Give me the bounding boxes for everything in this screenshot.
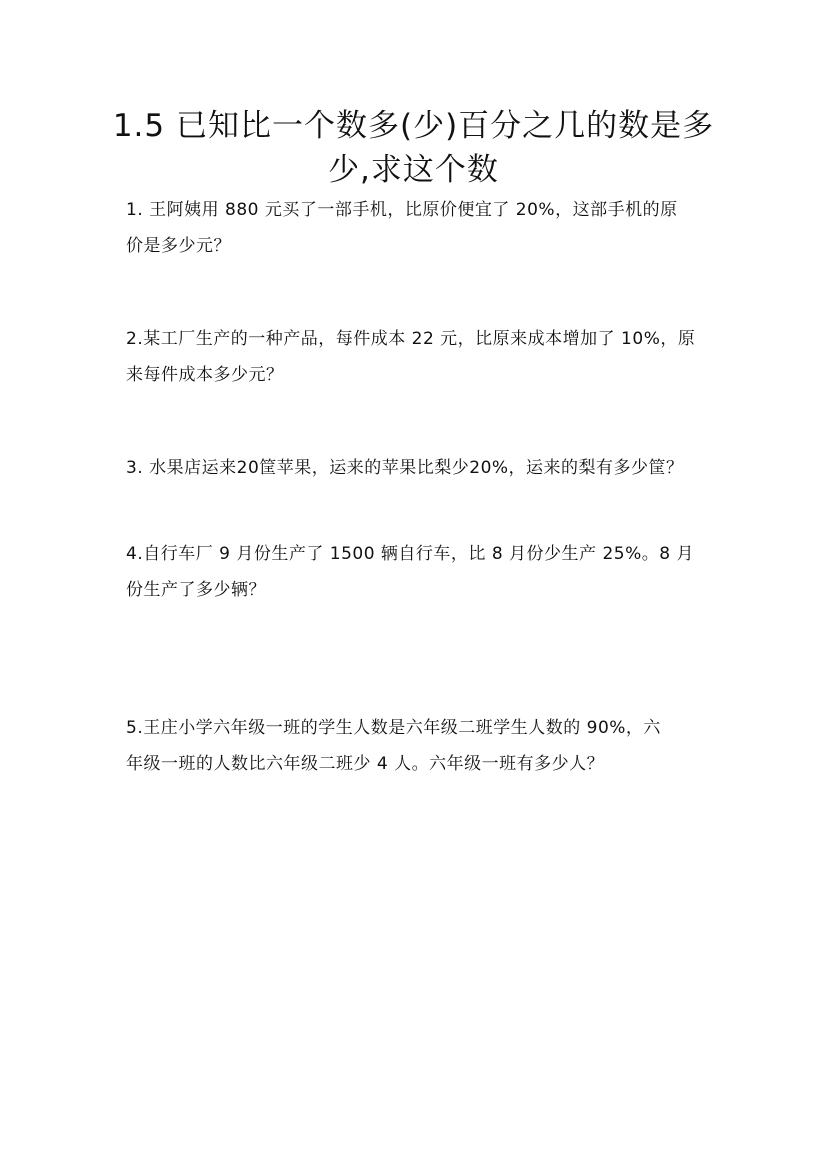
question-4 <box>126 536 706 608</box>
question-1 <box>126 192 706 264</box>
question-2-line-1: 2.某工厂生产的一种产品，每件成本 22 元，比原来成本增加了 10%，原 <box>126 329 696 349</box>
question-5 <box>126 710 706 782</box>
question-2 <box>126 321 706 393</box>
question-3 <box>126 450 706 486</box>
question-4-line-1: 4.自行车厂 9 月份生产了 1500 辆自行车，比 8 月份少生产 25%。8 月 <box>126 544 694 564</box>
question-4-line-2: 份生产了多少辆？ <box>126 580 266 600</box>
question-1-line-2: 价是多少元？ <box>126 236 231 256</box>
question-2-line-2: 来每件成本多少元？ <box>126 365 284 385</box>
question-1-line-1: 1. 王阿姨用 880 元买了一部手机，比原价便宜了 20%，这部手机的原 <box>126 200 678 220</box>
title-line-2: 少,求这个数 <box>328 152 499 188</box>
question-3-line-1: 3. 水果店运来20筐苹果，运来的苹果比梨少20%，运来的梨有多少筐？ <box>126 458 684 478</box>
worksheet-title <box>110 104 717 192</box>
question-5-line-2: 年级一班的人数比六年级二班少 4 人。六年级一班有多少人？ <box>126 754 605 774</box>
title-line-1: 1.5 已知比一个数多(少)百分之几的数是多 <box>112 108 715 144</box>
question-5-line-1: 5.王庄小学六年级一班的学生人数是六年级二班学生人数的 90%，六 <box>126 718 661 738</box>
